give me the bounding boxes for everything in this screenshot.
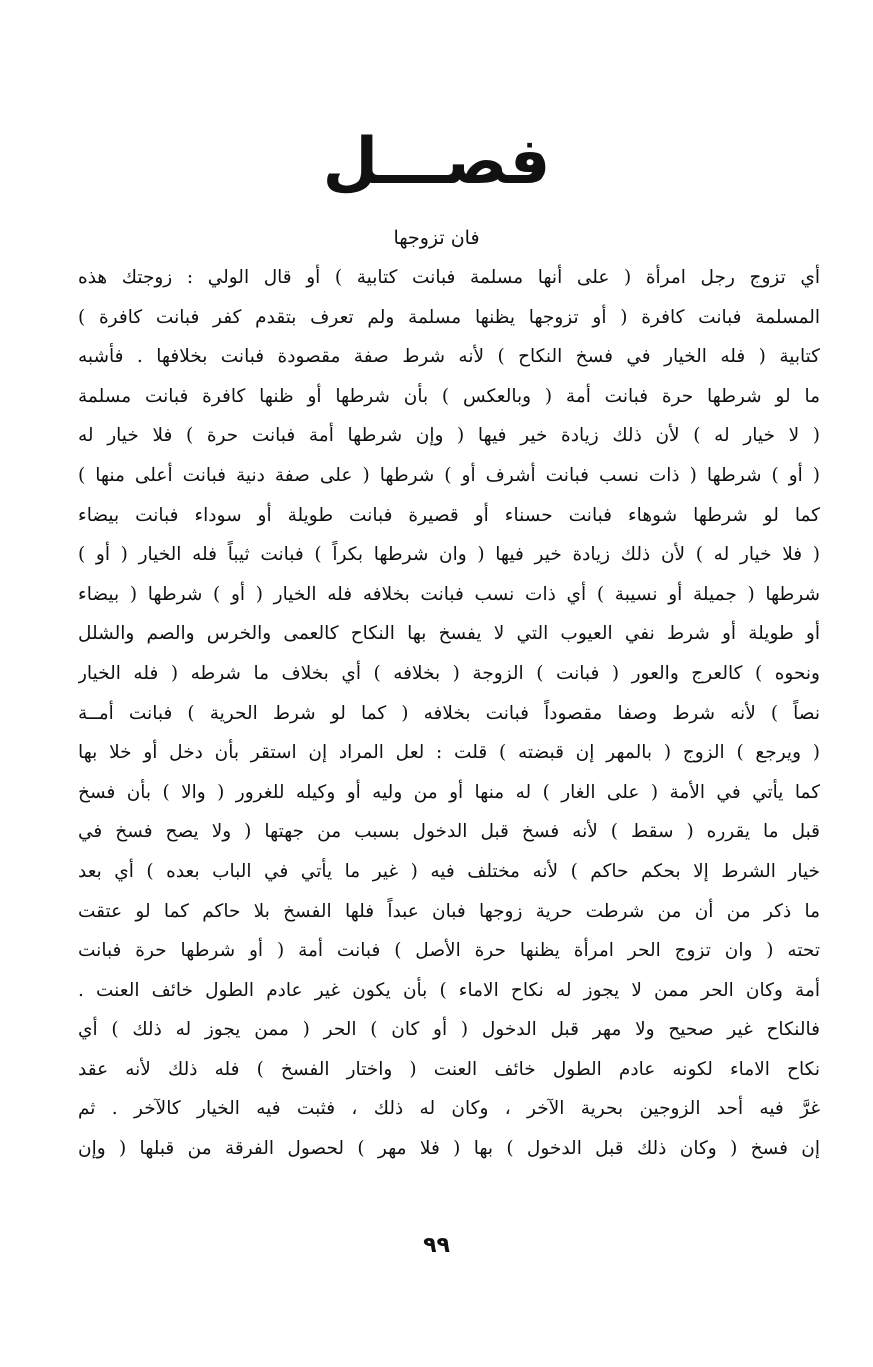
text-line: المسلمة فبانت كافرة ( أو تزوجها يظنها مسلمة ولم تعرف بتقدم كفر فبانت كافرة ) (78, 306, 820, 328)
text-line: كما يأتي في الأمة ( على الغار ) له منها أو من وليه أو وكيله للغرور ( والا ) بأن فسخ (78, 781, 820, 803)
text-line: ( أو ) شرطها ( ذات نسب فبانت أشرف أو ) شرطها ( على صفة دنية فبانت أعلى منها ) (78, 464, 820, 486)
text-line: أمة وكان الحر ممن لا يجوز له نكاح الاماء ) بأن يكون غير عادم الطول خائف العنت . (78, 979, 820, 1001)
text-line: أي تزوج رجل امرأة ( على أنها مسلمة فبانت كتابية ) أو قال الولي : زوجتك هذه (78, 267, 820, 288)
chapter-title: فصـــل (322, 125, 551, 199)
text-line: ( ويرجع ) الزوج ( بالمهر إن قبضته ) قلت : لعل المراد إن استقر بأن دخل أو خلا بها (78, 742, 820, 764)
text-line: إن فسخ ( وكان ذلك قبل الدخول ) بها ( فلا مهر ) لحصول الفرقة من قبلها ( وإن (78, 1138, 820, 1160)
text-line: شرطها ( جميلة أو نسيبة ) أي ذات نسب فبانت بخلافه فله الخيار ( أو ) شرطها ( بيضاء (78, 583, 820, 605)
text-line: خيار الشرط إلا بحكم حاكم ) لأنه مختلف فيه ( غير ما يأتي في الباب بعده ) أي بعد (78, 860, 820, 882)
text-line: أو طويلة أو شرط نفي العيوب التي لا يفسخ بها النكاح كالعمى والخرس والصم والشلل (78, 623, 820, 645)
text-line: نصاً ) لأنه شرط وصفا مقصوداً فبانت بخلافه ( كما لو شرط الحرية ) فبانت أمــة (78, 702, 820, 724)
text-line: قبل ما يقرره ( سقط ) لأنه فسخ قبل الدخول بسبب من جهتها ( ولا يصح فسخ في (78, 821, 820, 843)
text-line: ( لا خيار له ) لأن ذلك زيادة خير فيها ( وإن شرطها أمة فبانت حرة ) فلا خيار له (78, 425, 820, 447)
text-line: كما لو شرطها شوهاء فبانت حسناء أو قصيرة فبانت طويلة أو سوداء فبانت بيضاء (78, 504, 820, 526)
text-line: ( فلا خيار له ) لأن ذلك زيادة خير فيها ( وان شرطها بكراً ) فبانت ثيباً فله الخيار ( أو ) (78, 544, 820, 566)
body-text (78, 258, 820, 1169)
text-line: ما لو شرطها حرة فبانت أمة ( وبالعكس ) بأن شرطها أو ظنها كافرة فبانت مسلمة (78, 385, 820, 407)
text-line: ونحوه ) كالعرج والعور ( فبانت ) الزوجة ( بخلافه ) أي بخلاف ما شرطه ( فله الخيار (78, 662, 820, 684)
text-line: نكاح الاماء لكونه عادم الطول خائف العنت ( واختار الفسخ ) فله ذلك لأنه عقد (78, 1058, 820, 1080)
text-line: تحته ( وان تزوج الحر امرأة يظنها حرة الأصل ) فبانت أمة ( أو شرطها حرة فبانت (78, 940, 820, 962)
page-number: ٩٩ (423, 1233, 450, 1258)
text-line: غرَّ فيه أحد الزوجين بحرية الآخر ، وكان له ذلك ، فثبت فيه الخيار كالآخر . ثم (78, 1098, 820, 1120)
text-line: ما ذكر من أن من شرطت حرية زوجها فبان عبداً فلها الفسخ بلا حاكم كما لو عتقت (78, 900, 820, 922)
text-line: فالنكاح غير صحيح ولا مهر قبل الدخول ( أو كان ) الحر ( ممن يجوز له ذلك ) أي (78, 1019, 820, 1041)
text-line: كتابية ( فله الخيار في فسخ النكاح ) لأنه شرط صفة مقصودة فبانت بخلافها . فأشبه (78, 346, 820, 368)
section-subheading: فان تزوجها (393, 227, 480, 249)
